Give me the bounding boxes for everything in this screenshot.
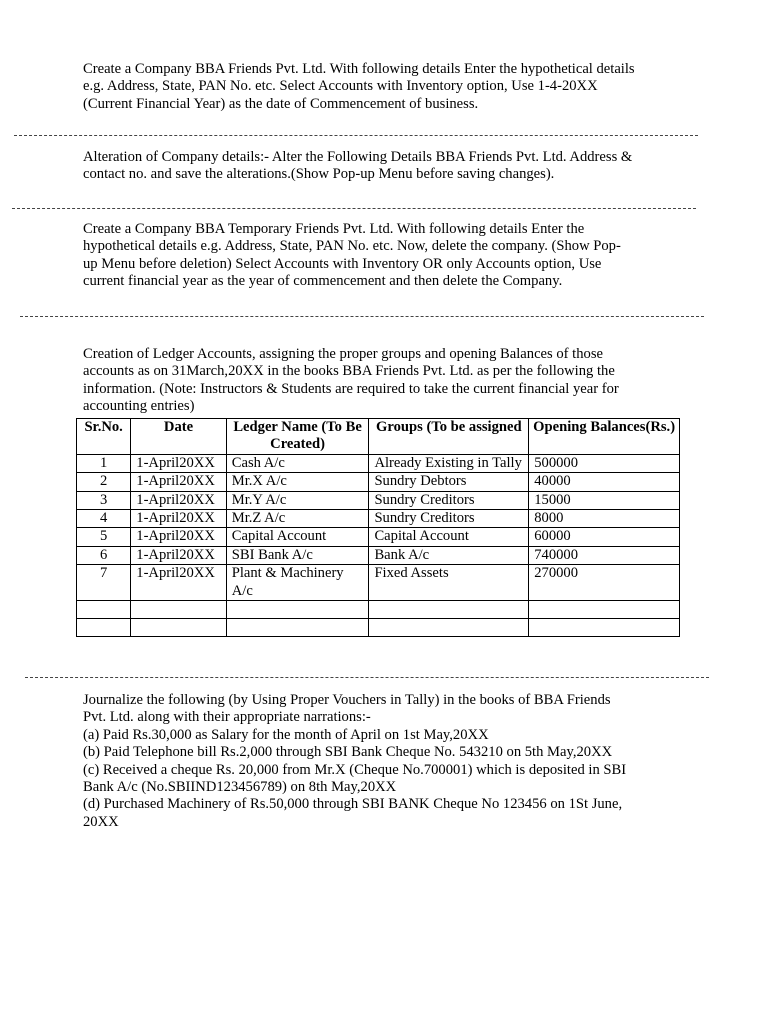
cell-group: Fixed Assets bbox=[369, 565, 529, 601]
header-groups: Groups (To be assigned bbox=[369, 419, 529, 455]
cell-sr-no: 6 bbox=[77, 546, 131, 564]
table-row bbox=[77, 528, 680, 546]
cell-group: Bank A/c bbox=[369, 546, 529, 564]
text-line: Creation of Ledger Accounts, assigning the proper groups and opening Balances of those bbox=[83, 346, 603, 362]
section-divider bbox=[14, 135, 698, 136]
task-journalize bbox=[83, 692, 663, 831]
table-row bbox=[77, 565, 680, 601]
header-ledger-name: Ledger Name (To Be Created) bbox=[226, 419, 369, 455]
table-row-empty bbox=[77, 619, 680, 637]
table-row bbox=[77, 546, 680, 564]
cell-ledger-name: Plant & Machinery A/c bbox=[226, 565, 369, 601]
text-line: accounts as on 31March,20XX in the books BBA Friends Pvt. Ltd. as per the following the bbox=[83, 363, 615, 380]
cell-empty bbox=[77, 619, 131, 637]
text-line: contact no. and save the alterations.(Show Pop-up Menu before saving changes). bbox=[83, 166, 555, 183]
cell-ledger-name: Mr.Y A/c bbox=[226, 491, 369, 509]
cell-empty bbox=[529, 619, 680, 637]
table-row bbox=[77, 491, 680, 509]
ledger-table bbox=[76, 418, 680, 637]
cell-ledger-name: Mr.Z A/c bbox=[226, 510, 369, 528]
cell-balance: 740000 bbox=[529, 546, 680, 564]
section-divider bbox=[12, 208, 696, 209]
text-line: accounting entries) bbox=[83, 398, 195, 415]
text-line: (b) Paid Telephone bill Rs.2,000 through SBI Bank Cheque No. 543210 on 5th May,20XX bbox=[83, 744, 613, 761]
cell-sr-no: 3 bbox=[77, 491, 131, 509]
cell-date: 1-April20XX bbox=[131, 565, 226, 601]
cell-group: Already Existing in Tally bbox=[369, 454, 529, 472]
cell-date: 1-April20XX bbox=[131, 454, 226, 472]
cell-empty bbox=[529, 601, 680, 619]
table-row bbox=[77, 454, 680, 472]
text-line: e.g. Address, State, PAN No. etc. Select Accounts with Inventory option, Use 1-4-20XX bbox=[83, 78, 598, 95]
cell-group: Sundry Debtors bbox=[369, 473, 529, 491]
task-alter-company bbox=[83, 149, 663, 184]
task-ledger-creation bbox=[83, 346, 663, 416]
text-line: (Current Financial Year) as the date of Commencement of business. bbox=[83, 95, 479, 112]
cell-empty bbox=[131, 619, 226, 637]
text-line: 20XX bbox=[83, 813, 119, 830]
text-line: Journalize the following (by Using Proper Vouchers in Tally) in the books of BBA Friends bbox=[83, 692, 611, 708]
cell-sr-no: 5 bbox=[77, 528, 131, 546]
cell-balance: 40000 bbox=[529, 473, 680, 491]
table-row bbox=[77, 510, 680, 528]
cell-balance: 15000 bbox=[529, 491, 680, 509]
cell-date: 1-April20XX bbox=[131, 473, 226, 491]
cell-sr-no: 1 bbox=[77, 454, 131, 472]
cell-empty bbox=[131, 601, 226, 619]
table-row-empty bbox=[77, 601, 680, 619]
cell-ledger-name: Capital Account bbox=[226, 528, 369, 546]
cell-group: Sundry Creditors bbox=[369, 491, 529, 509]
text-line: Create a Company BBA Friends Pvt. Ltd. With following details Enter the hypothetical details bbox=[83, 61, 635, 77]
cell-date: 1-April20XX bbox=[131, 510, 226, 528]
text-line: current financial year as the year of commencement and then delete the Company. bbox=[83, 273, 563, 290]
text-line: hypothetical details e.g. Address, State, PAN No. etc. Now, delete the company. (Show Pop- bbox=[83, 238, 621, 255]
task-delete-company bbox=[83, 221, 663, 291]
cell-empty bbox=[77, 601, 131, 619]
text-line: Pvt. Ltd. along with their appropriate narrations:- bbox=[83, 709, 371, 726]
cell-date: 1-April20XX bbox=[131, 528, 226, 546]
header-opening-balance: Opening Balances(Rs.) bbox=[529, 419, 680, 455]
cell-balance: 60000 bbox=[529, 528, 680, 546]
cell-empty bbox=[369, 601, 529, 619]
cell-ledger-name: SBI Bank A/c bbox=[226, 546, 369, 564]
cell-balance: 8000 bbox=[529, 510, 680, 528]
text-line: Bank A/c (No.SBIIND123456789) on 8th May,20XX bbox=[83, 779, 397, 796]
cell-ledger-name: Mr.X A/c bbox=[226, 473, 369, 491]
cell-ledger-name: Cash A/c bbox=[226, 454, 369, 472]
cell-date: 1-April20XX bbox=[131, 546, 226, 564]
cell-group: Sundry Creditors bbox=[369, 510, 529, 528]
section-divider bbox=[25, 677, 709, 678]
cell-balance: 270000 bbox=[529, 565, 680, 601]
cell-empty bbox=[369, 619, 529, 637]
cell-group: Capital Account bbox=[369, 528, 529, 546]
cell-sr-no: 4 bbox=[77, 510, 131, 528]
cell-sr-no: 2 bbox=[77, 473, 131, 491]
text-line: Alteration of Company details:- Alter the Following Details BBA Friends Pvt. Ltd. Address & bbox=[83, 149, 633, 165]
table-header-row bbox=[77, 419, 680, 455]
header-sr-no: Sr.No. bbox=[77, 419, 131, 455]
task-create-company bbox=[83, 61, 663, 113]
text-line: (d) Purchased Machinery of Rs.50,000 through SBI BANK Cheque No 123456 on 1St June, bbox=[83, 796, 623, 813]
cell-sr-no: 7 bbox=[77, 565, 131, 601]
cell-balance: 500000 bbox=[529, 454, 680, 472]
cell-date: 1-April20XX bbox=[131, 491, 226, 509]
table-row bbox=[77, 473, 680, 491]
text-line: Create a Company BBA Temporary Friends Pvt. Ltd. With following details Enter the bbox=[83, 221, 585, 237]
text-line: up Menu before deletion) Select Accounts with Inventory OR only Accounts option, Use bbox=[83, 255, 602, 272]
text-line: (a) Paid Rs.30,000 as Salary for the month of April on 1st May,20XX bbox=[83, 726, 489, 743]
section-divider bbox=[20, 316, 704, 317]
text-line: (c) Received a cheque Rs. 20,000 from Mr.X (Cheque No.700001) which is deposited in SBI bbox=[83, 761, 627, 778]
cell-empty bbox=[226, 619, 369, 637]
text-line: information. (Note: Instructors & Students are required to take the current financial year for bbox=[83, 380, 619, 397]
cell-empty bbox=[226, 601, 369, 619]
header-date: Date bbox=[131, 419, 226, 455]
